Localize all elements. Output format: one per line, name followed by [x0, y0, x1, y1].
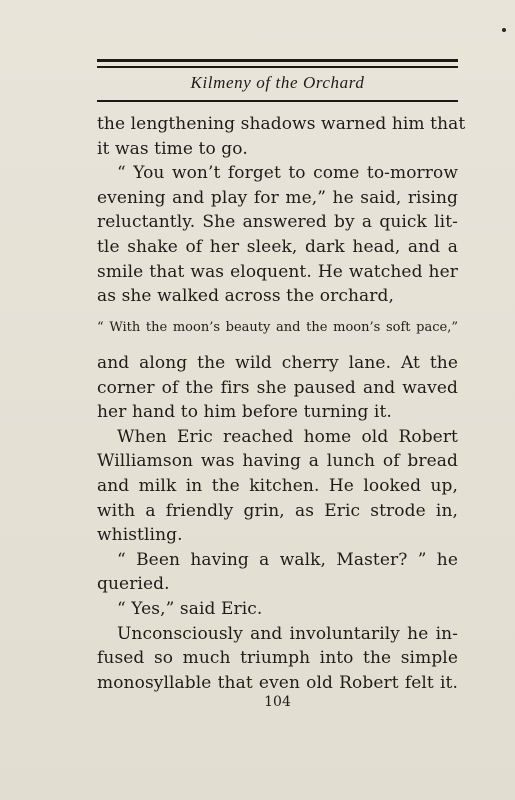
running-head: Kilmeny of the Orchard — [190, 73, 365, 92]
text-line: as she walked across the orchard, — [97, 286, 394, 307]
text-line: When Eric reached home old Robert — [117, 426, 458, 447]
header-rule-thin — [97, 66, 458, 68]
text-line: her hand to him before turning it. — [97, 402, 392, 423]
text-line: monosyllable that even old Robert felt it. — [97, 672, 458, 693]
text-line: Unconsciously and involuntarily he in- — [117, 623, 458, 644]
text-line: “ You won’t forget to come to-morrow — [117, 163, 458, 184]
text-line: tle shake of her sleek, dark head, and a — [97, 237, 458, 257]
text-line: and milk in the kitchen. He looked up, — [97, 476, 458, 496]
page-number: 104 — [264, 694, 291, 710]
text-line: Williamson was having a lunch of bread — [97, 451, 458, 472]
text-line: corner of the firs she paused and waved — [97, 377, 458, 398]
text-line: reluctantly. She answered by a quick lit- — [97, 212, 458, 233]
text-line: fused so much triumph into the simple — [97, 648, 458, 669]
text-line: with a friendly grin, as Eric strode in, — [97, 500, 458, 521]
text-line: whistling. — [97, 525, 183, 546]
text-line: it was time to go. — [97, 138, 248, 159]
header-rule-thick — [97, 59, 458, 62]
text-line: “ Been having a walk, Master? ” he — [117, 549, 458, 570]
verse-quotation: “ With the moon’s beauty and the moon’s soft pace,” — [97, 320, 458, 335]
text-line: and along the wild cherry lane. At the — [97, 353, 458, 373]
header-rule-bottom — [97, 100, 458, 102]
ink-speck — [502, 28, 506, 32]
text-line: smile that was eloquent. He watched her — [97, 261, 458, 282]
text-line: the lengthening shadows warned him that — [97, 114, 466, 134]
text-line: queried. — [97, 574, 170, 595]
text-line: “ Yes,” said Eric. — [117, 599, 263, 619]
text-line: evening and play for me,” he said, rising — [97, 187, 458, 208]
